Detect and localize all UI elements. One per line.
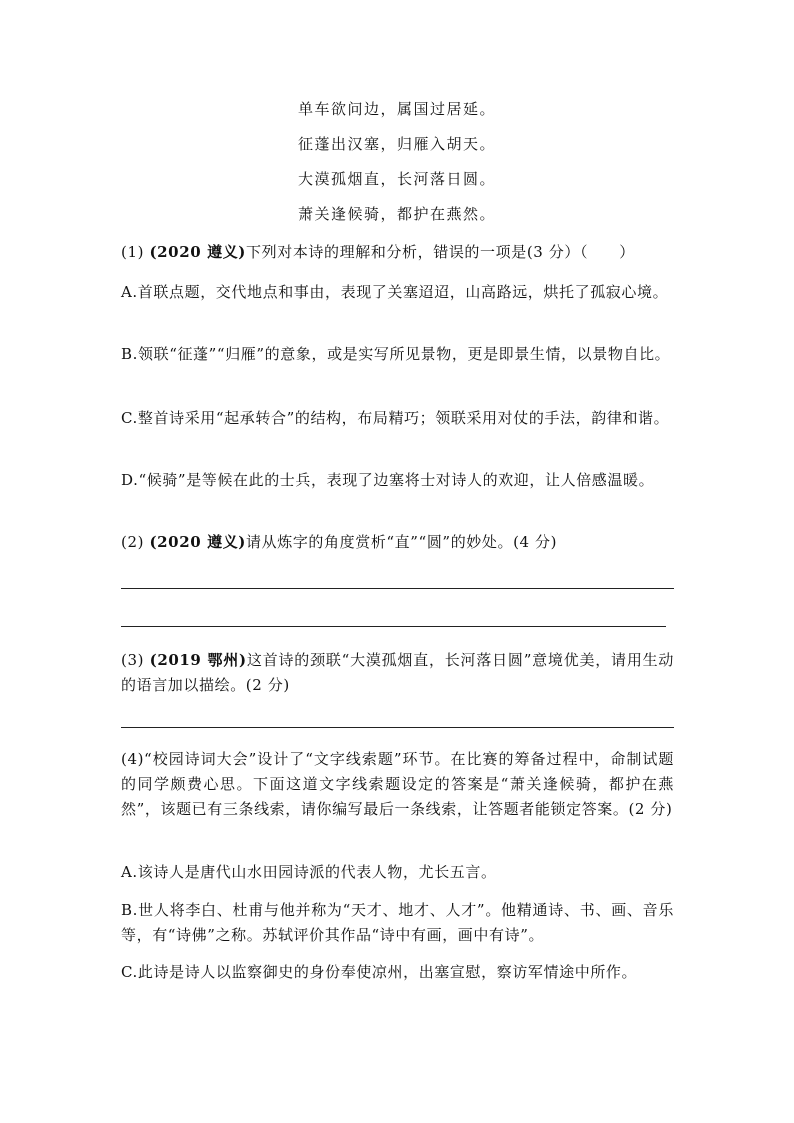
- question-4: (4)“校园诗词大会”设计了“文字线索题”环节。在比赛的筹备过程中，命制试题的同学颇费心思。下面这道文字线索题设定的答案是“萧关逢候骑，都护在燕然”，该题已有三条线索，请你编写最后一条线索，让答题者能锁定答案。(2 分): [121, 750, 674, 818]
- question-number: (3): [121, 651, 145, 669]
- option-d: D.“候骑”是等候在此的士兵，表现了边塞将士对诗人的欢迎，让人倍感温暖。: [121, 471, 655, 489]
- question-source: (2020 遵义): [149, 243, 247, 261]
- answer-line: [121, 727, 674, 728]
- poem-line-3: 大漠孤烟直，长河落日圆。: [297, 170, 496, 188]
- option-b: B.领联“征蓬”“归雁”的意象，或是实写所见景物，更是即景生情，以景物自比。: [121, 345, 671, 363]
- answer-line: [121, 626, 666, 627]
- clue-c: C.此诗是诗人以监察御史的身份奉使凉州，出塞宣慰，察访军情途中所作。: [121, 963, 638, 981]
- question-text: 下列对本诗的理解和分析，错误的一项是(3 分）（ ）: [246, 243, 635, 261]
- poem-line-4: 萧关逢候骑，都护在燕然。: [297, 205, 496, 223]
- question-number: (2): [121, 533, 145, 551]
- question-number: (1): [121, 243, 145, 261]
- question-text: 这首诗的颈联“大漠孤烟直，长河落日圆”意境优美，请用生动的语言加以描绘。(2 分): [121, 651, 675, 694]
- option-a: A.首联点题，交代地点和事由，表现了关塞迢迢，山高路远，烘托了孤寂心境。: [121, 283, 669, 301]
- question-text: 请从炼字的角度赏析“直”“圆”的妙处。(4 分): [246, 533, 558, 551]
- answer-line: [121, 588, 674, 589]
- question-3: [121, 648, 674, 698]
- poem-line-2: 征蓬出汉塞，归雁入胡天。: [297, 135, 496, 153]
- question-2: [121, 530, 674, 555]
- question-source: (2019 鄂州): [149, 651, 247, 669]
- option-c: C.整首诗采用“起承转合”的结构，布局精巧；领联采用对仗的手法，韵律和谐。: [121, 409, 670, 427]
- question-1: [121, 240, 674, 265]
- clue-b: B.世人将李白、杜甫与他并称为“天才、地才、人才”。他精通诗、书、画、音乐等，有“诗佛”之称。苏轼评价其作品“诗中有画，画中有诗”。: [121, 901, 674, 944]
- poem-line-1: 单车欲问边，属国过居延。: [297, 100, 496, 118]
- clue-a: A.该诗人是唐代山水田园诗派的代表人物，尤长五言。: [121, 863, 497, 881]
- question-source: (2020 遵义): [149, 533, 247, 551]
